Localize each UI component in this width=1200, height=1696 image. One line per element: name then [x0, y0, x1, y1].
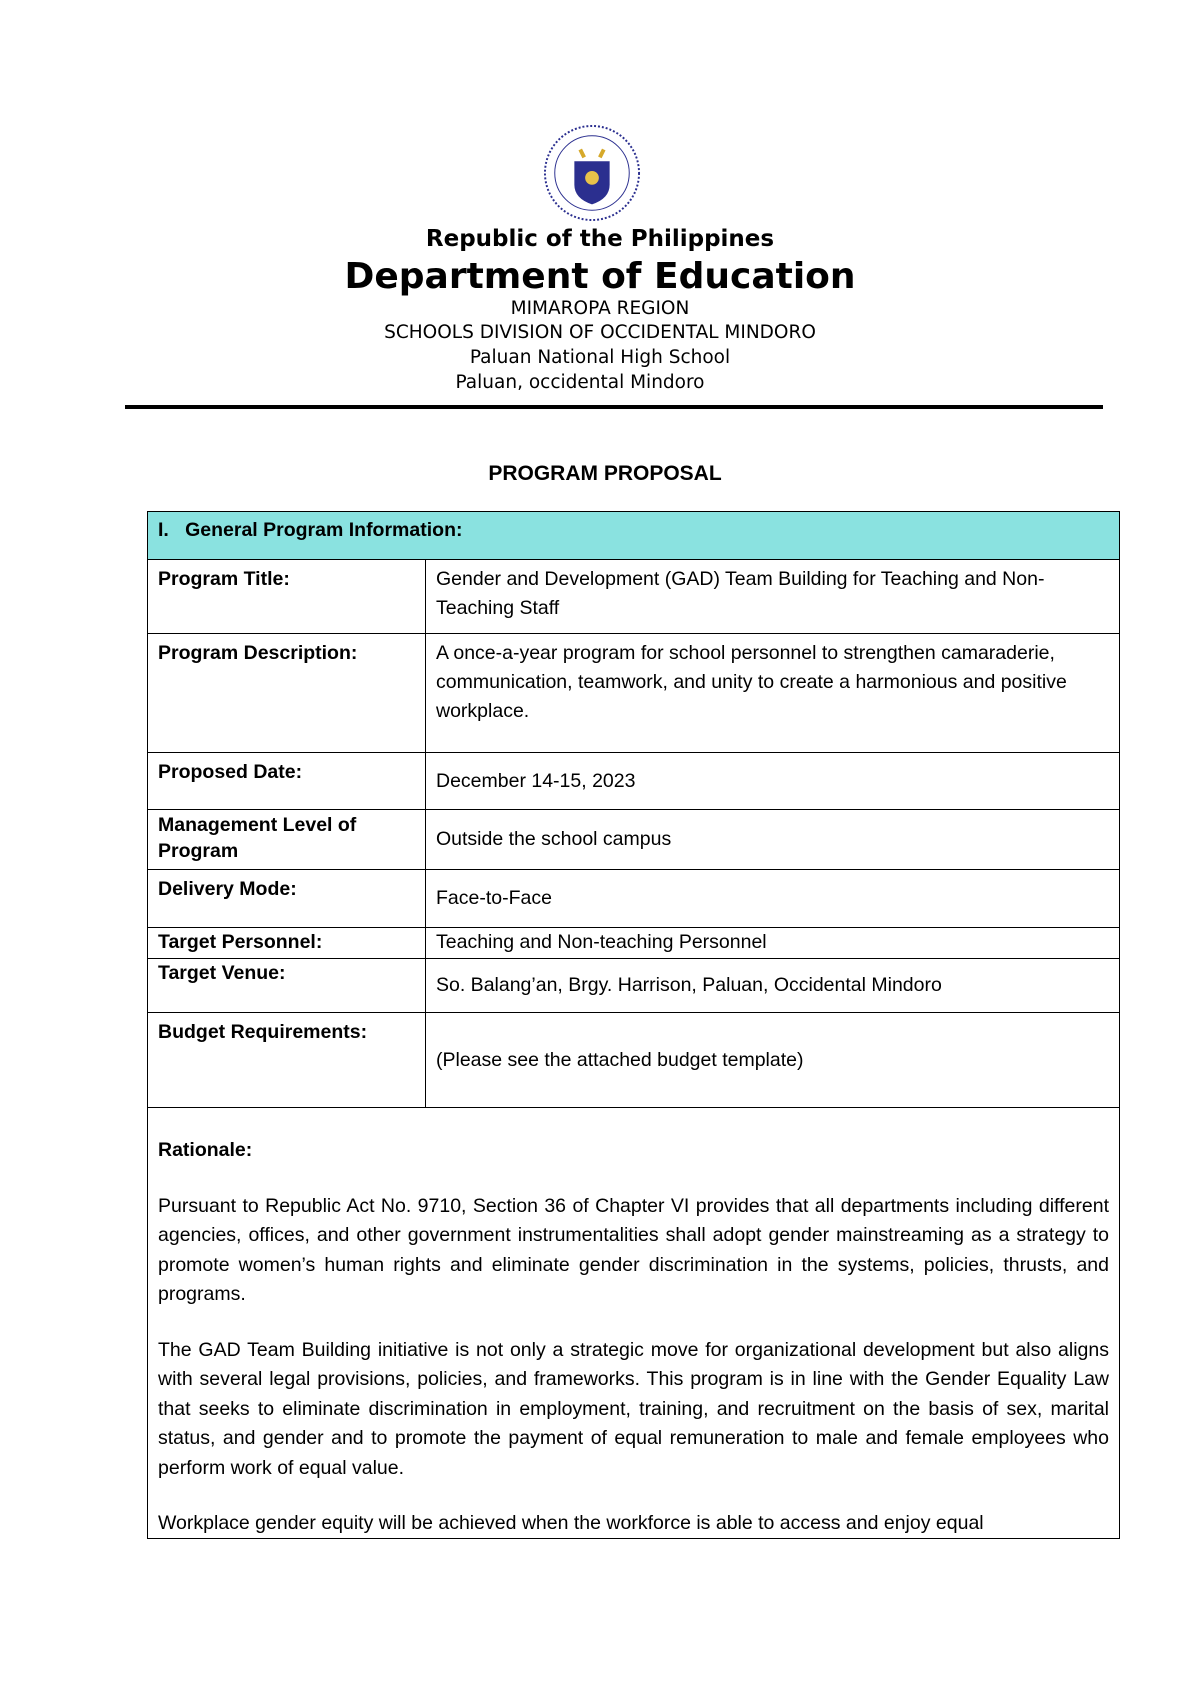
row-value: Face-to-Face — [426, 870, 1120, 928]
row-value: So. Balang’an, Brgy. Harrison, Paluan, Occidental Mindoro — [426, 959, 1120, 1013]
header-divider — [125, 405, 1103, 409]
row-label: Proposed Date: — [148, 753, 426, 810]
row-label: Management Level of Program — [148, 810, 426, 870]
row-value: December 14-15, 2023 — [426, 753, 1120, 810]
row-label: Program Title: — [148, 560, 426, 634]
row-label: Budget Requirements: — [148, 1013, 426, 1108]
row-label: Program Description: — [148, 634, 426, 753]
row-label: Delivery Mode: — [148, 870, 426, 928]
rationale-heading: Rationale: — [158, 1139, 253, 1161]
deped-seal-logo — [543, 124, 641, 222]
program-info-table — [147, 511, 1120, 1539]
row-value: Teaching and Non-teaching Personnel — [426, 928, 1120, 959]
rationale-paragraph: Workplace gender equity will be achieved when the workforce is able to access and enjoy equal — [158, 1512, 984, 1534]
row-value: Outside the school campus — [426, 810, 1120, 870]
department-heading: Department of Education — [344, 256, 856, 297]
rationale-paragraph: The GAD Team Building initiative is not only a strategic move for organizational development but also aligns with several legal provisions, policies, and frameworks. This program is in line with the Gender Equality Law that seeks to eliminate discrimination in employment, training, and recruitment on the basis of sex, marital status, and gender and to promote the payment of equal remuneration to male and female employees who perform work of equal value. — [158, 1338, 1109, 1479]
region-line: MIMAROPA REGION — [510, 298, 690, 319]
republic-heading: Republic of the Philippines — [425, 226, 775, 252]
division-line: SCHOOLS DIVISION OF OCCIDENTAL MINDORO — [384, 322, 816, 343]
row-value: Gender and Development (GAD) Team Building for Teaching and Non-Teaching Staff — [426, 560, 1120, 634]
address-line: Paluan, occidental Mindoro — [455, 372, 705, 393]
row-label: Target Venue: — [148, 959, 426, 1013]
row-value: (Please see the attached budget template) — [426, 1013, 1120, 1108]
row-value: A once-a-year program for school personnel to strengthen camaraderie, communication, teamwork, and unity to create a harmonious and positive workplace. — [426, 634, 1120, 753]
section-heading: I. General Program Information: — [148, 512, 1120, 560]
rationale-paragraph: Pursuant to Republic Act No. 9710, Section 36 of Chapter VI provides that all departments including different agencies, offices, and other government instrumentalities shall adopt gender mainstreaming as a strategy to promote women’s human rights and eliminate gender discrimination in the systems, policies, thrusts, and programs. — [158, 1194, 1109, 1305]
school-line: Paluan National High School — [469, 347, 731, 368]
rationale-cell — [148, 1108, 1120, 1539]
document-title: PROGRAM PROPOSAL — [488, 462, 722, 485]
row-label: Target Personnel: — [148, 928, 426, 959]
